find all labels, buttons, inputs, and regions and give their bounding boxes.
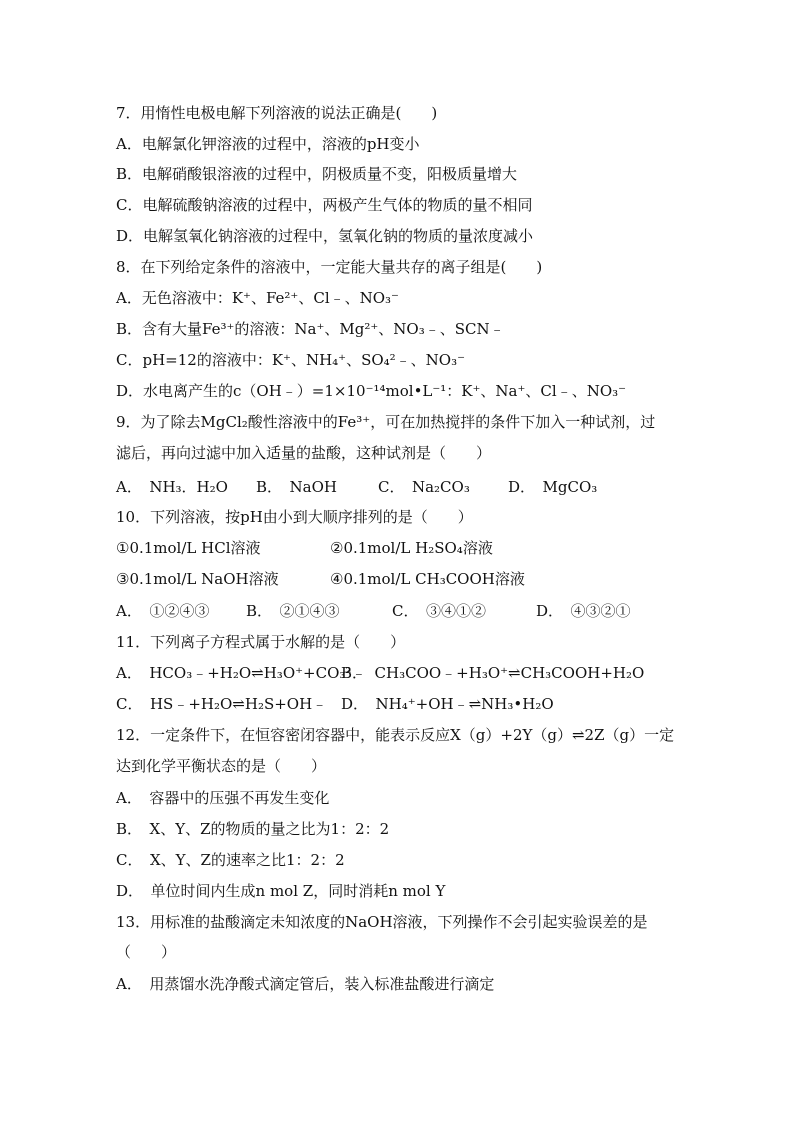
q9-option-d: D． MgCO₃ xyxy=(508,478,598,496)
q9-stem-line1: 9．为了除去MgCl₂酸性溶液中的Fe³⁺，可在加热搅拌的条件下加入一种试剂，过 xyxy=(116,413,656,431)
q12-option-a: A． 容器中的压强不再发生变化 xyxy=(116,789,330,807)
q10-solution-4: ④0.1mol/L CH₃COOH溶液 xyxy=(330,570,525,588)
q11-option-a: A． HCO₃﹣+H₂O⇌H₃O⁺+CO₃²﹣ xyxy=(116,664,367,682)
q13-stem-line2: （ ） xyxy=(116,943,177,961)
q13-option-a: A． 用蒸馏水洗净酸式滴定管后，装入标准盐酸进行滴定 xyxy=(116,975,495,993)
q10-solution-3: ③0.1mol/L NaOH溶液 xyxy=(116,570,279,588)
q8-option-a: A．无色溶液中：K⁺、Fe²⁺、Cl﹣、NO₃⁻ xyxy=(116,289,399,307)
q10-option-a: A． ①②④③ xyxy=(116,602,210,620)
q11-stem: 11．下列离子方程式属于水解的是（ ） xyxy=(116,633,406,651)
q11-option-d: D． NH₄⁺+OH﹣⇌NH₃•H₂O xyxy=(341,695,554,713)
q12-option-c: C． X、Y、Z的速率之比1：2：2 xyxy=(116,851,345,869)
q7-option-b: B．电解硝酸银溶液的过程中，阴极质量不变，阳极质量增大 xyxy=(116,165,518,183)
q12-stem-line2: 达到化学平衡状态的是（ ） xyxy=(116,757,327,775)
q7-option-d: D．电解氢氧化钠溶液的过程中，氢氧化钠的物质的量浓度减小 xyxy=(116,227,534,245)
q9-option-a: A． NH₃．H₂O xyxy=(116,478,228,496)
q10-stem: 10．下列溶液，按pH由小到大顺序排列的是（ ） xyxy=(116,508,473,526)
q7-option-c: C．电解硫酸钠溶液的过程中，两极产生气体的物质的量不相同 xyxy=(116,196,533,214)
q9-stem-line2: 滤后，再向过滤中加入适量的盐酸，这种试剂是（ ） xyxy=(116,444,492,462)
q7-stem: 7．用惰性电极电解下列溶液的说法正确是( ) xyxy=(116,104,438,122)
q8-option-c: C．pH=12的溶液中：K⁺、NH₄⁺、SO₄²﹣、NO₃⁻ xyxy=(116,351,466,369)
q9-option-c: C． Na₂CO₃ xyxy=(378,478,470,496)
q11-option-c: C． HS﹣+H₂O⇌H₂S+OH﹣ xyxy=(116,695,328,713)
q10-option-c: C． ③④①② xyxy=(392,602,486,620)
q10-option-b: B． ②①④③ xyxy=(246,602,340,620)
q10-solution-2: ②0.1mol/L H₂SO₄溶液 xyxy=(330,539,493,557)
q12-option-b: B． X、Y、Z的物质的量之比为1：2：2 xyxy=(116,820,390,838)
q12-stem-line1: 12．一定条件下，在恒容密闭容器中，能表示反应X（g）+2Y（g）⇌2Z（g）一定 xyxy=(116,726,675,744)
q8-option-b: B．含有大量Fe³⁺的溶液：Na⁺、Mg²⁺、NO₃﹣、SCN﹣ xyxy=(116,320,505,338)
q8-option-d: D．水电离产生的c（OH﹣）=1×10⁻¹⁴mol•L⁻¹：K⁺、Na⁺、Cl﹣、NO₃⁻ xyxy=(116,382,627,400)
q8-stem: 8．在下列给定条件的溶液中，一定能大量共存的离子组是( ) xyxy=(116,258,543,276)
q12-option-d: D． 单位时间内生成n mol Z，同时消耗n mol Y xyxy=(116,882,446,900)
q10-solution-1: ①0.1mol/L HCl溶液 xyxy=(116,539,261,557)
q11-option-b: B． CH₃COO﹣+H₃O⁺⇌CH₃COOH+H₂O xyxy=(341,664,645,682)
q10-option-d: D． ④③②① xyxy=(536,602,631,620)
q7-option-a: A．电解氯化钾溶液的过程中，溶液的pH变小 xyxy=(116,135,420,153)
q13-stem-line1: 13．用标准的盐酸滴定未知浓度的NaOH溶液，下列操作不会引起实验误差的是 xyxy=(116,913,648,931)
q9-option-b: B． NaOH xyxy=(256,478,337,496)
